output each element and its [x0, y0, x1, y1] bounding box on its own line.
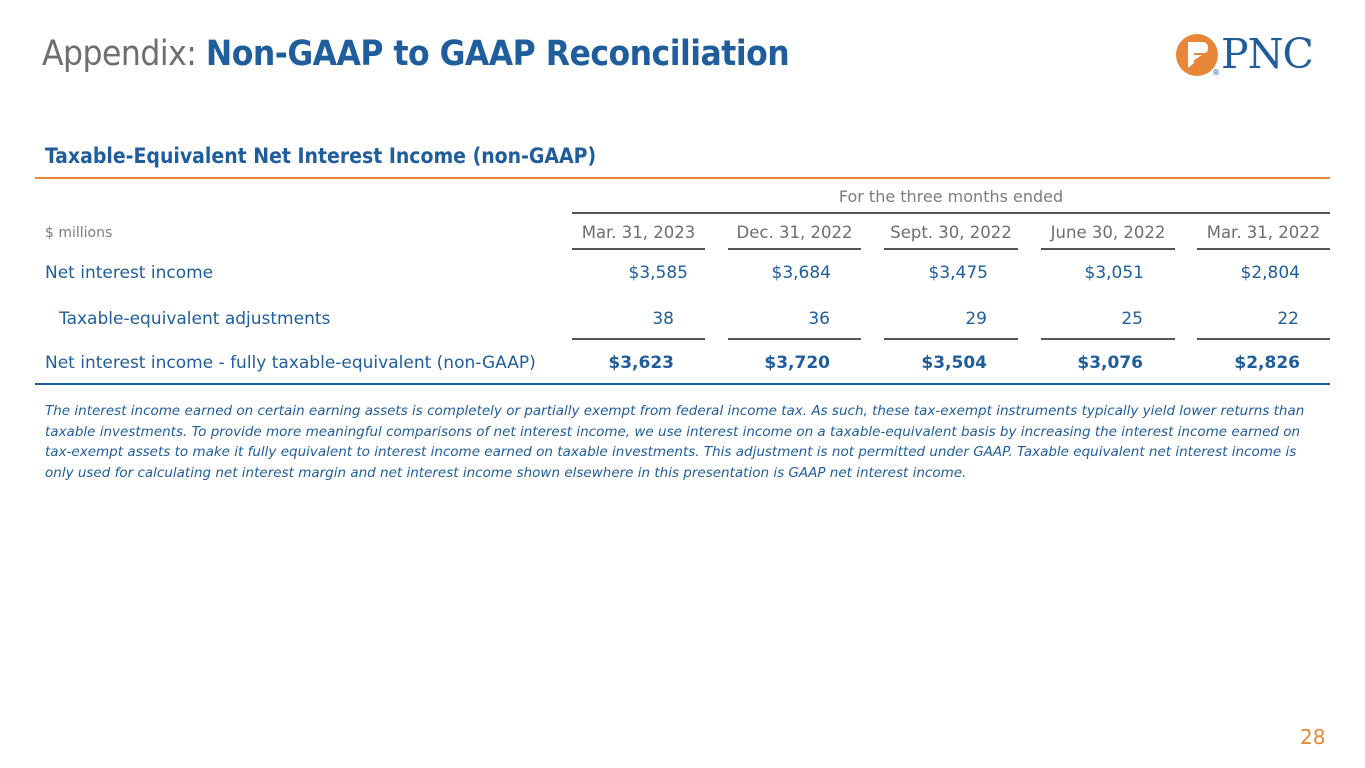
table-cell: $3,684: [771, 263, 831, 283]
period-header: For the three months ended: [838, 187, 1064, 206]
section-title: Taxable-Equivalent Net Interest Income (non-GAAP): [45, 144, 597, 168]
period-header-rule: [572, 212, 1330, 214]
column-header-rule: [572, 248, 705, 250]
subtotal-rule: [1041, 338, 1175, 340]
row-label-taxable-equivalent-adjustments: Taxable-equivalent adjustments: [59, 309, 331, 329]
table-bottom-rule: [35, 383, 1330, 385]
column-header: June 30, 2022: [1050, 223, 1166, 242]
page-title-main: Non-GAAP to GAAP Reconciliation: [205, 34, 790, 74]
table-cell: $3,475: [928, 263, 988, 283]
column-header: Mar. 31, 2023: [581, 223, 696, 242]
footnote: The interest income earned on certain earning assets is completely or partially exempt from federal income tax. As such, these tax-exempt instruments typically yield lower returns than taxable investments. To provide more meaningful comparisons of net interest income, we use interest income on a taxable-equivalent basis by increasing the interest income earned on tax-exempt assets to make it fully equivalent to interest income earned on taxable investments. This adjustment is not permitted under GAAP. Taxable equivalent net interest income is only used for calculating net interest margin and net interest income shown elsewhere in this presentation is GAAP net interest income.: [45, 403, 1305, 481]
table-cell: $2,826: [1234, 353, 1300, 373]
table-cell: $3,720: [764, 353, 830, 373]
row-label-net-interest-income: Net interest income: [45, 263, 214, 283]
units-label: $ millions: [45, 225, 113, 241]
column-header-rule: [1197, 248, 1330, 250]
table-cell: $3,623: [608, 353, 674, 373]
page-title: [42, 30, 789, 78]
table-cell: 29: [965, 309, 987, 329]
pnc-logo: [1175, 30, 1330, 80]
column-header-rule: [728, 248, 861, 250]
row-label-net-interest-income-fte: Net interest income - fully taxable-equivalent (non-GAAP): [45, 353, 536, 373]
section-divider: [35, 177, 1330, 179]
logo-registered-mark: ®: [1212, 68, 1220, 77]
table-cell: 38: [652, 309, 674, 329]
column-header-rule: [1041, 248, 1175, 250]
page-number: 28: [1300, 725, 1326, 749]
table-cell: $2,804: [1240, 263, 1300, 283]
column-header: Dec. 31, 2022: [736, 223, 853, 242]
column-header: Mar. 31, 2022: [1206, 223, 1321, 242]
table-cell: 36: [808, 309, 830, 329]
subtotal-rule: [728, 338, 861, 340]
column-header: Sept. 30, 2022: [890, 223, 1012, 242]
table-cell: $3,076: [1077, 353, 1143, 373]
table-cell: 25: [1121, 309, 1143, 329]
page-title-prefix: Appendix:: [42, 34, 206, 74]
subtotal-rule: [1197, 338, 1330, 340]
table-cell: $3,585: [628, 263, 688, 283]
table-cell: $3,051: [1084, 263, 1144, 283]
table-cell: $3,504: [921, 353, 987, 373]
logo-wordmark: PNC: [1221, 30, 1313, 78]
table-cell: 22: [1277, 309, 1299, 329]
subtotal-rule: [884, 338, 1018, 340]
column-header-rule: [884, 248, 1018, 250]
subtotal-rule: [572, 338, 705, 340]
